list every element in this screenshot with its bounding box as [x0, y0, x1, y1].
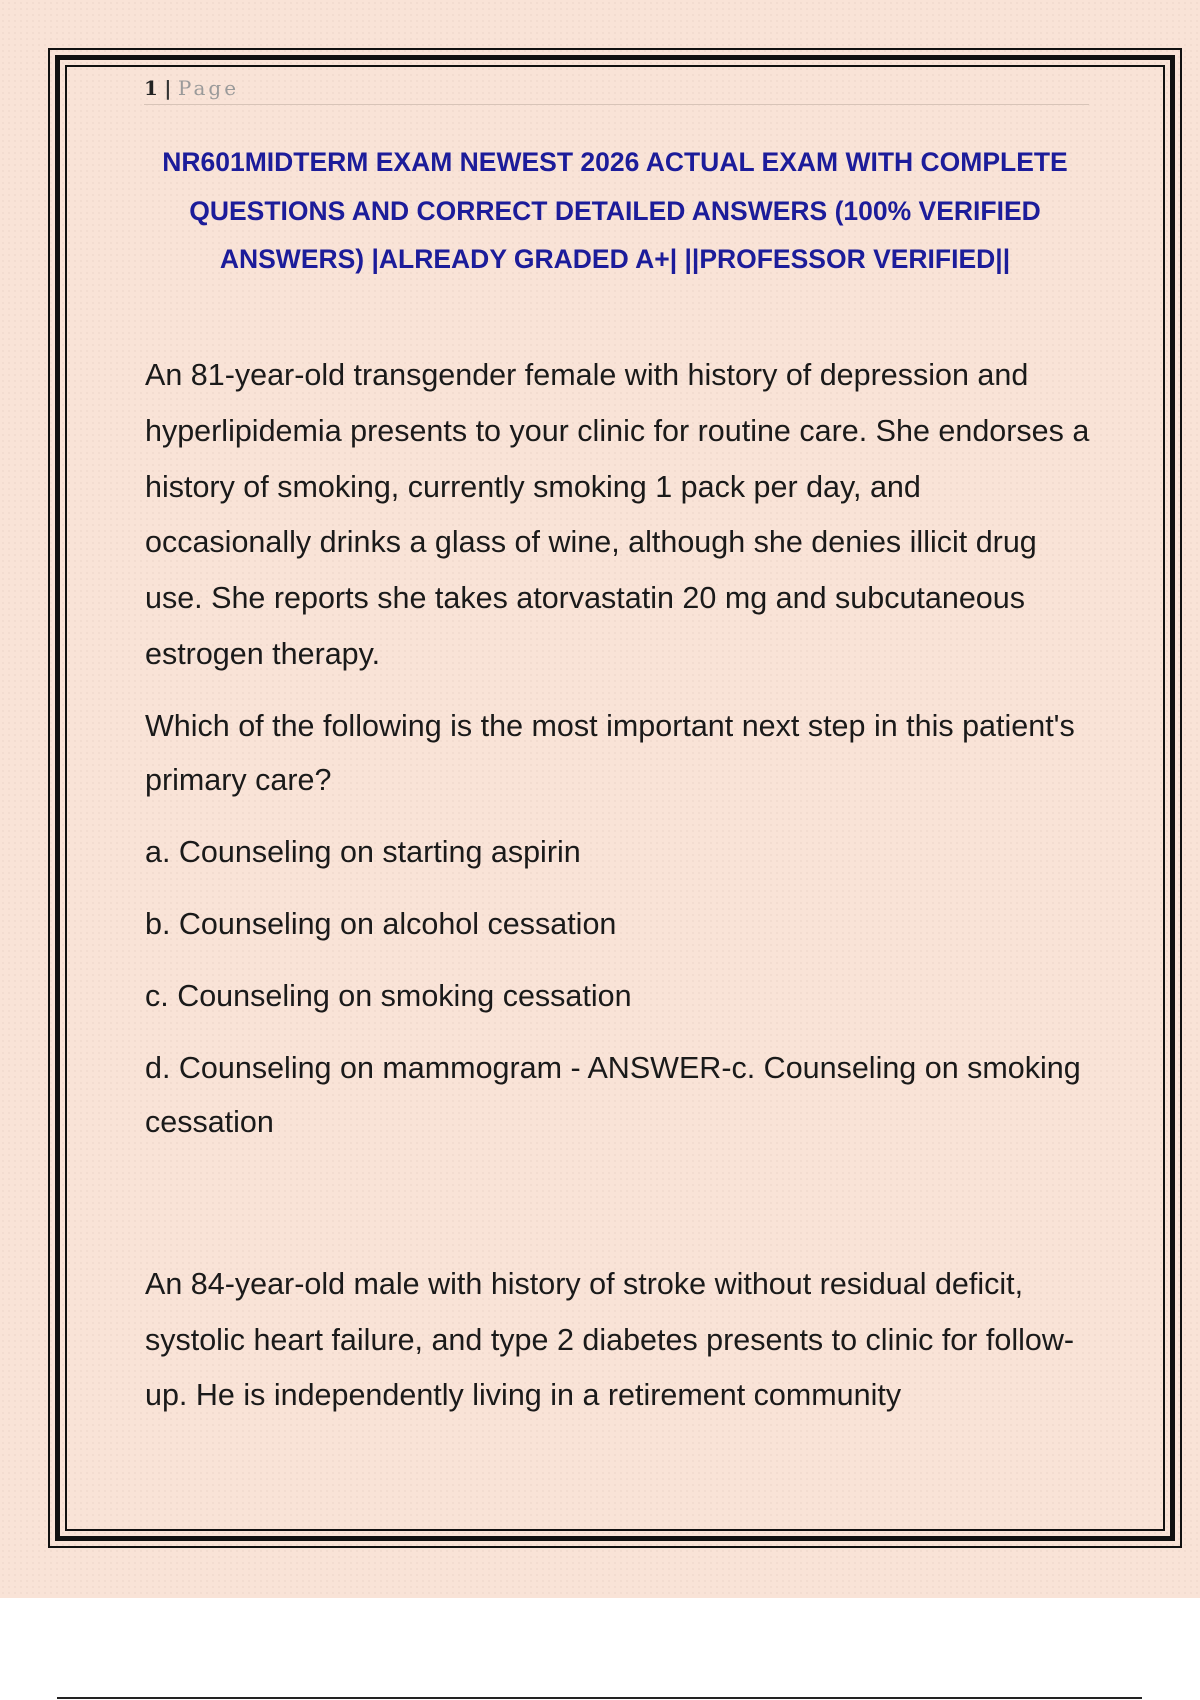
- page-number: 1: [144, 76, 158, 100]
- document-title: NR601MIDTERM EXAM NEWEST 2026 ACTUAL EXAM WITH COMPLETE QUESTIONS AND CORRECT DETAILED ANSWERS (100% VERIFIED ANSWERS) |ALREADY GRADED A+| ||PROFESSOR VERIFIED||: [162, 147, 1068, 274]
- question-1-option-c: c. Counseling on smoking cessation: [145, 978, 632, 1013]
- question-1-option-d-with-answer: d. Counseling on mammogram - ANSWER-c. Counseling on smoking cessation: [145, 1050, 1081, 1139]
- question-1-prompt: Which of the following is the most important next step in this patient's primary care?: [145, 708, 1075, 797]
- question-1-option-a: a. Counseling on starting aspirin: [145, 834, 581, 869]
- page-header: [144, 74, 1089, 105]
- question-1-scenario: An 81-year-old transgender female with history of depression and hyperlipidemia presents to your clinic for routine care. She endorses a history of smoking, currently smoking 1 pack per day, and occasionally drinks a glass of wine, although she denies illicit drug use. She reports she takes atorvastatin 20 mg and subcutaneous estrogen therapy.: [145, 358, 1090, 671]
- question-2-scenario: An 84-year-old male with history of stroke without residual deficit, systolic heart failure, and type 2 diabetes presents to clinic for follow-up. He is independently living in a retirement community: [145, 1266, 1075, 1413]
- page-header-label: Page: [177, 76, 240, 100]
- page-divider: [57, 1697, 1142, 1699]
- document-body: [145, 348, 1090, 1424]
- page-header-separator: |: [164, 76, 172, 100]
- question-1-option-b: b. Counseling on alcohol cessation: [145, 906, 617, 941]
